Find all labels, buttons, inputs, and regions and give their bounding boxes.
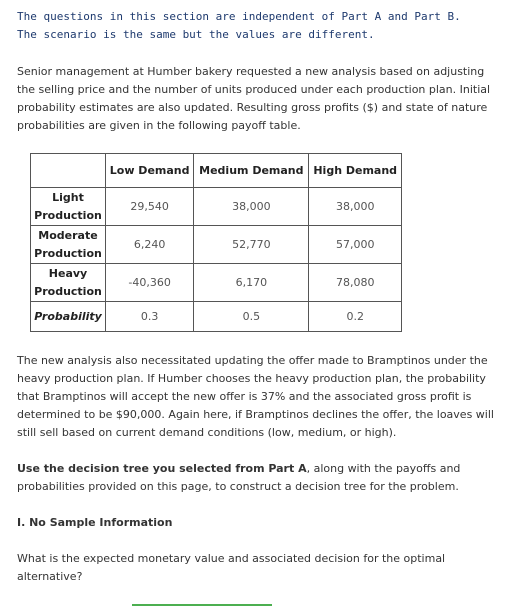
column-header-medium: Medium Demand [194,154,309,188]
table-cell: 0.3 [106,302,194,332]
intro-line-1: The questions in this section are independent of Part A and Part B. [17,10,461,23]
table-cell: 6,170 [194,264,309,302]
table-cell: 6,240 [106,226,194,264]
table-header-row [31,154,402,188]
row-label-line: Moderate [38,228,98,242]
row-header-moderate [31,226,106,264]
question-text: What is the expected monetary value and associated decision for the optimal alternative? [17,552,446,583]
instruction-rest: , along with the payoffs and probabilities provided on this page, to construct a decision tree for the problem. [17,462,461,493]
table-cell: 29,540 [106,188,194,226]
intro-line-2: The scenario is the same but the values are different. [17,28,375,41]
table-cell: 57,000 [309,226,402,264]
section-heading: I. No Sample Information [17,516,173,529]
table-cell: 52,770 [194,226,309,264]
instruction-paragraph [17,460,499,496]
intro-note [17,8,461,44]
table-row [31,188,402,226]
table-cell: 38,000 [194,188,309,226]
column-header-low: Low Demand [106,154,194,188]
row-label-line: Heavy [48,266,88,280]
row-header-heavy [31,264,106,302]
payoff-table [30,153,402,332]
row-header-light [31,188,106,226]
row-header-probability: Probability [31,302,106,332]
offer-paragraph: The new analysis also necessitated updating the offer made to Bramptinos under the heavy production plan. If Humber chooses the heavy production plan, the probability that Bramptinos will accept the new offer is 37% and the associated gross profit is determined to be $90,000. Again here, if Bramptinos declines the offer, the loaves will still sell based on current demand conditions (low, medium, or high). [17,354,494,439]
row-label-line: Production [34,208,102,222]
table-row [31,226,402,264]
table-cell: 78,080 [309,264,402,302]
table-cell: 0.5 [194,302,309,332]
table-cell: -40,360 [106,264,194,302]
table-corner-cell [31,154,106,188]
column-header-high: High Demand [309,154,402,188]
table-row [31,264,402,302]
table-cell: 38,000 [309,188,402,226]
table-cell: 0.2 [309,302,402,332]
row-label-line: Light [52,190,84,204]
row-label-line: Production [34,246,102,260]
instruction-bold: Use the decision tree you selected from Part A [17,462,307,475]
probability-row [31,302,402,332]
row-label-line: Production [34,284,102,298]
scenario-paragraph: Senior management at Humber bakery requested a new analysis based on adjusting the selling price and the number of units produced under each production plan. Initial probability estimates are also updated. Resulting gross profits ($) and state of nature probabilities are given in the following payoff table. [17,65,491,132]
